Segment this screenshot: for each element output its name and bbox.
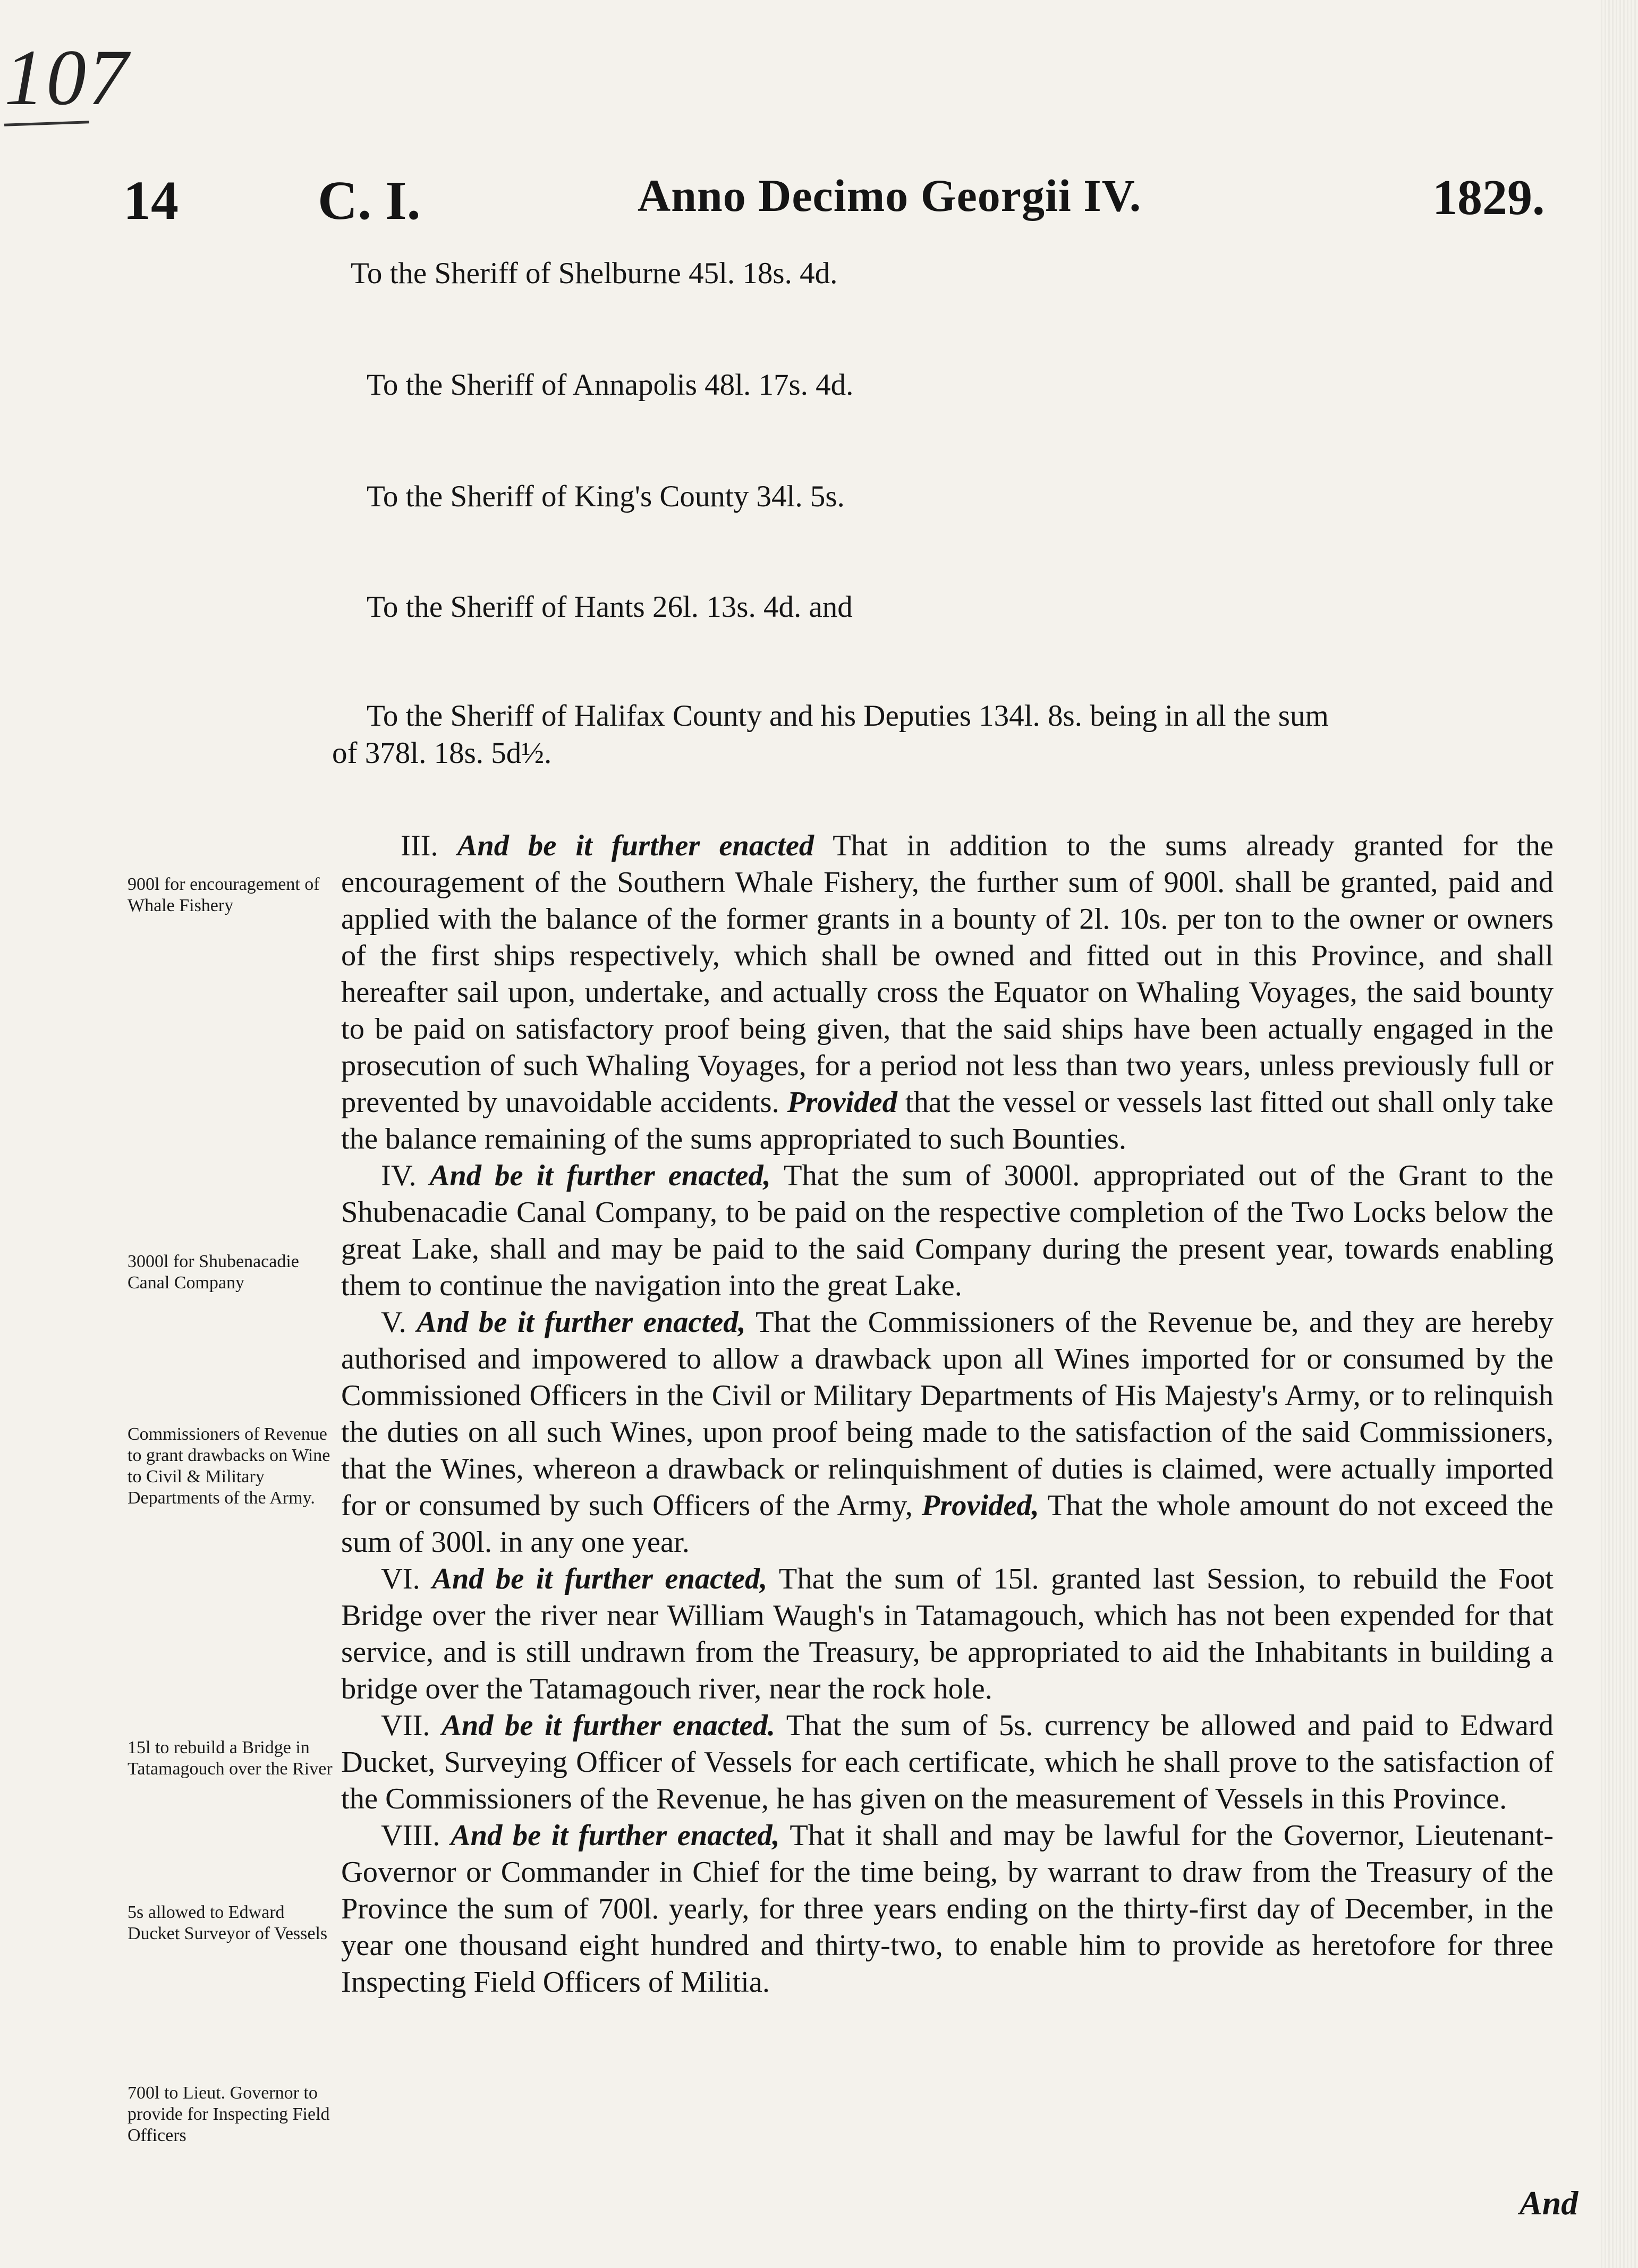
section-text: That the sum of 3000l. appropriated out of the Grant to the Shubenacadie Canal Company, to be paid on the respective completion of the Two Locks below the great Lake, shall and may be paid to the said Company during the present year, towards enabling them to continue the navigation into the great Lake. <box>341 1159 1554 1302</box>
enacting-formula: And be it further enacted, <box>429 1159 771 1192</box>
margin-note: Commissioners of Revenue to grant drawbacks on Wine to Civil & Military Departments of the Army. <box>128 1424 330 1508</box>
sheriff-line: To the Sheriff of Annapolis 48l. 17s. 4d. <box>367 368 854 402</box>
sheriff-line: To the Sheriff of Hants 26l. 13s. 4d. and <box>367 590 853 624</box>
section-text: that the vessel or vessels last fitted out shall only take the balance remaining of the sums appropriated to such Bounties. <box>341 1086 1554 1156</box>
section-paragraph <box>341 828 1554 1158</box>
section-number: V. <box>381 1306 406 1339</box>
section-paragraph <box>341 1304 1554 1561</box>
catchword: And <box>1520 2184 1578 2222</box>
section-number: VI. <box>381 1562 420 1595</box>
section-text: That the whole amount do not exceed the sum of 300l. in any one year. <box>341 1489 1554 1559</box>
sheriff-line: of 378l. 18s. 5d½. <box>332 736 552 770</box>
chapter-number: C. I. <box>318 170 421 231</box>
section-paragraph <box>341 1708 1554 1817</box>
section-paragraph <box>341 1817 1554 2001</box>
margin-note: 5s allowed to Edward Ducket Surveyor of Vessels <box>128 1902 328 1943</box>
section-text: That the Commissioners of the Revenue be, and they are hereby authorised and impowered to allow a drawback upon all Wines imported for or consumed by the Commissioned Officers in the Civil or Military Departments of His Majesty's Army, or to relinquish the duties on all such Wines, upon proof being made to the satisfaction of the said Commissioners, that the Wines, whereon a drawback or relinquishment of duties is claimed, were actually imported for or consumed by such Officers of the Army, <box>341 1306 1554 1522</box>
sheriff-line: To the Sheriff of King's County 34l. 5s. <box>367 480 845 513</box>
year: 1829. <box>1432 170 1545 225</box>
enacting-formula: And be it further enacted. <box>442 1709 776 1742</box>
running-head <box>0 169 1638 238</box>
section-number: VII. <box>381 1709 430 1742</box>
section-number: IV. <box>381 1159 417 1192</box>
page-edge <box>1601 0 1638 2268</box>
proviso: Provided, <box>921 1489 1039 1522</box>
enacting-formula: And be it further enacted, <box>417 1306 746 1339</box>
section-paragraph <box>341 1561 1554 1708</box>
section-text: That the sum of 15l. granted last Session, to rebuild the Foot Bridge over the river near William Waugh's in Tatamagouch, which has not been expended for that service, and is still undrawn from the Treasury, be appropriated to aid the Inhabitants in building a bridge over the Tatamagouch river, near the rock hole. <box>341 1562 1554 1705</box>
handwritten-note: 107 <box>4 32 130 123</box>
margin-note: 700l to Lieut. Governor to provide for Inspecting Field Officers <box>128 2083 330 2145</box>
margin-note: 900l for encouragement of Whale Fishery <box>128 874 320 915</box>
sheriff-line: To the Sheriff of Halifax County and his Deputies 134l. 8s. being in all the sum <box>367 699 1329 733</box>
proviso: Provided <box>787 1086 897 1119</box>
section-number: VIII. <box>381 1819 440 1852</box>
section-paragraph <box>341 1158 1554 1304</box>
enacting-formula: And be it further enacted, <box>432 1562 768 1595</box>
section-number: III. <box>401 829 438 862</box>
page-number: 14 <box>123 170 179 231</box>
sheriff-line: To the Sheriff of Shelburne 45l. 18s. 4d. <box>351 257 838 290</box>
running-title: Anno Decimo Georgii IV. <box>638 170 1142 221</box>
section-text: That it shall and may be lawful for the Governor, Lieutenant-Governor or Commander in Chief for the time being, by warrant to draw from the Treasury of the Province the sum of 700l. yearly, for three years ending on the thirty-first day of December, in the year one thousand eight hundred and thirty-two, to enable him to provide as heretofore for three Inspecting Field Officers of Militia. <box>341 1819 1554 1999</box>
enacting-formula: And be it further enacted <box>457 829 814 862</box>
section-text: That the sum of 5s. currency be allowed and paid to Edward Ducket, Surveying Officer of Vessels for each certificate, which he shall prove to the satisfaction of the Commissioners of the Revenue, he has given on the measurement of Vessels in this Province. <box>341 1709 1554 1815</box>
section-text: That in addition to the sums already granted for the encouragement of the Southern Whale Fishery, the further sum of 900l. shall be granted, paid and applied with the balance of the former grants in a bounty of 2l. 10s. per ton to the owner or owners of the first ships respectively, which shall be owned and fitted out in this Province, and shall hereafter sail upon, undertake, and actually cross the Equator on Whaling Voyages, the said bounty to be paid on satisfactory proof being given, that the said ships have been actually engaged in the prosecution of such Whaling Voyages, for a period not less than two years, unless previously full or prevented by unavoidable accidents. <box>341 829 1554 1119</box>
margin-note: 15l to rebuild a Bridge in Tatamagouch over the River <box>128 1738 333 1779</box>
margin-note: 3000l for Shubenacadie Canal Company <box>128 1252 299 1293</box>
enacting-formula: And be it further enacted, <box>450 1819 780 1852</box>
statute-body <box>341 828 1554 2001</box>
